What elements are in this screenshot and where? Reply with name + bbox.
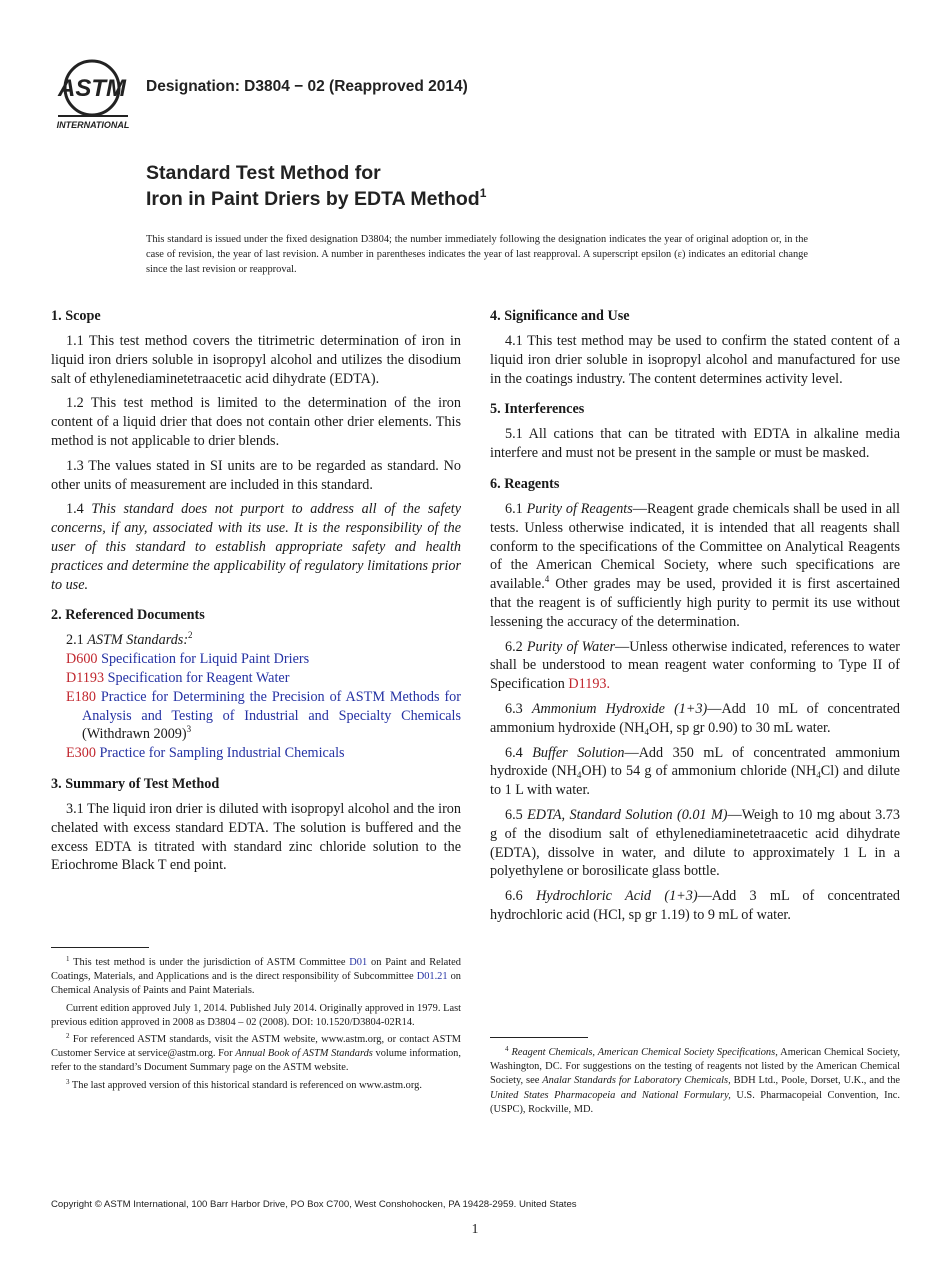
designation: Designation: D3804 − 02 (Reapproved 2014) <box>146 78 468 95</box>
para-6-4: 6.4 Buffer Solution—Add 350 mL of concentrated ammonium hydroxide $(NH_4OH)$ to 54 g of ammonium chloride $(NH_4Cl)$ and dilute to 1 L with water. <box>490 744 900 799</box>
ref-title-link[interactable]: Practice for Determining the Precision of ASTM Methods for Analysis and Testing of Industrial and Specialty Chemicals <box>82 688 462 724</box>
ref-e180[interactable] <box>51 688 461 744</box>
para-6-2: 6.2 Purity of Water—Unless otherwise indicated, references to water shall be understood to mean reagent water conforming to Type II of Specification D1193. <box>490 638 901 693</box>
para-6-6: 6.6 Hydrochloric Acid (1+3)—Add 3 mL of concentrated hydrochloric acid (HCl, sp gr 1.19) to 9 mL of water. <box>490 888 900 923</box>
para-1-1: 1.1 This test method covers the titrimetric determination of iron in liquid iron driers soluble in isopropyl alcohol and utilizes the disodium salt of ethylenediaminetetraacetic acid dihydrate (EDTA). <box>51 333 461 387</box>
footnote-divider <box>490 1037 588 1038</box>
svg-text:ASTM: ASTM <box>58 75 126 102</box>
section-6-heading: 6. Reagents <box>490 475 560 492</box>
footnote-3-mark[interactable]: 3 <box>186 724 192 735</box>
ref-title-link[interactable]: Practice for Sampling Industrial Chemicals <box>99 745 345 762</box>
ref-d600[interactable] <box>51 650 461 669</box>
ref-code-link[interactable]: D1193 <box>66 669 105 686</box>
footnote-1-edition: Current edition approved July 1, 2014. Published July 2014. Originally approved in 1979. Last previous edition approved in 2008 as D3804 – 02 (2008). DOI: 10.1520/D3804-02R14. <box>51 1002 461 1028</box>
right-column <box>490 307 900 931</box>
footnote-divider <box>51 947 149 948</box>
right-footnotes <box>490 1037 900 1120</box>
section-1-heading: 1. Scope <box>51 308 101 324</box>
section-2-heading: 2. Referenced Documents <box>51 607 205 624</box>
left-footnotes <box>51 947 461 1096</box>
footnote-4-mark[interactable]: 4 <box>544 574 550 585</box>
footnote-3: $^3$ The last approved version of this historical standard is referenced on www.astm.org. <box>66 1077 422 1091</box>
title-line-1: Standard Test Method for <box>146 162 381 184</box>
section-5-heading: 5. Interferences <box>490 401 585 418</box>
ref-d1193[interactable] <box>51 669 461 688</box>
committee-link[interactable]: D01 <box>349 957 368 968</box>
para-1-3: 1.3 The values stated in SI units are to be regarded as standard. No other units of measurement are included in this standard. <box>51 457 461 493</box>
ref-title-link[interactable]: Specification for Liquid Paint Driers <box>101 651 310 668</box>
section-3-heading: 3. Summary of Test Method <box>51 775 220 792</box>
para-2-1: 2.1 ASTM Standards:$^2$ <box>66 630 193 649</box>
para-6-5: 6.5 EDTA, Standard Solution (0.01 M)—Weigh to 10 mg about 3.73 g of the disodium salt of ethylenediaminetetraacetic acid dihydrate (EDTA), dissolve in water, and dilute to approximately 1 L in a polyethylene or borosilicate glass bottle. <box>490 806 900 880</box>
astm-logo-mark <box>52 58 134 130</box>
title-line-2: Iron in Paint Driers by EDTA Method$^1$ <box>146 186 487 210</box>
ref-title-link[interactable]: Specification for Reagent Water <box>107 669 290 686</box>
d1193-link[interactable]: D1193. <box>568 676 611 693</box>
para-5-1: 5.1 All cations that can be titrated with EDTA in alkaline media interfere and must not be present in the sample or must be masked. <box>490 426 900 462</box>
issuance-note: This standard is issued under the fixed designation D3804; the number immediately following the designation indicates the year of original adoption or, in the case of revision, the year of last revision. A number in parentheses indicates the year of last reapproval. A superscript epsilon (ε) indicates an editorial change since the last revision or reapproval. <box>146 234 808 275</box>
logo-text: INTERNATIONAL <box>56 120 130 130</box>
subcommittee-link[interactable]: D01.21 <box>416 971 448 983</box>
footnote-2-mark[interactable]: 2 <box>188 630 193 641</box>
para-1-4: 1.4 This standard does not purport to address all of the safety concerns, if any, associated with its use. It is the responsibility of the user of this standard to establish appropriate safety and health practices and determine the applicability of regulatory limitations prior to use. <box>51 501 461 593</box>
ref-code-link[interactable]: E180 <box>66 688 96 705</box>
footnote-4: $^4$ Reagent Chemicals, American Chemical Society Specifications, American Chemical Society, Washington, DC. For suggestions on the testing of reagents not listed by the American Chemical Society, see Analar Standards for Laboratory Chemicals, BDH Ltd., Poole, Dorset, U.K., and the United States Pharmacopeia and National Formulary, U.S. Pharmacopeial Convention, Inc. (USPC), Rockville, MD. <box>490 1045 900 1115</box>
ref-code-link[interactable]: E300 <box>66 745 96 762</box>
ref-note: (Withdrawn 2009) <box>82 726 187 743</box>
astm-logo <box>52 58 134 130</box>
title-footnote-mark[interactable]: 1 <box>479 186 487 200</box>
copyright-notice: Copyright © ASTM International, 100 Barr Harbor Drive, PO Box C700, West Conshohocken, PA 19428-2959. United States <box>51 1199 577 1210</box>
section-4-heading: 4. Significance and Use <box>490 308 630 324</box>
document-title <box>146 160 486 212</box>
para-3-1: 3.1 The liquid iron drier is diluted with isopropyl alcohol and the iron chelated with excess standard EDTA. The solution is buffered and the excess EDTA is titrated with standard zinc chloride solution to the Eriochrome Black T end point. <box>51 800 461 874</box>
para-4-1: 4.1 This test method may be used to confirm the stated content of a liquid iron drier soluble in isopropyl alcohol and manufactured for use in the coatings industry. The content determines activity level. <box>490 333 900 387</box>
para-6-3: 6.3 Ammonium Hydroxide (1+3)—Add 10 mL of concentrated ammonium hydroxide ($NH_4OH$, sp gr 0.90) to 30 mL water. <box>490 700 900 737</box>
ref-e300[interactable] <box>51 744 461 763</box>
footnote-1: $^1$ This test method is under the jurisdiction of ASTM Committee D01 on Paint and Related Coatings, Materials, and Applications and is the direct responsibility of Subcommittee D01.21 on Chemical Analysis of Paints and Paint Materials. <box>51 955 461 997</box>
page-number: 1 <box>471 1221 479 1236</box>
left-column <box>51 307 461 881</box>
para-1-2: 1.2 This test method is limited to the determination of the iron content of a liquid drier that does not contain other drier elements. This method is not applicable to drier blends. <box>51 395 461 449</box>
footnote-2: $^2$ For referenced ASTM standards, visit the ASTM website, www.astm.org, or contact ASTM Customer Service at service@astm.org. For Annual Book of ASTM Standards volume information, refer to the standard’s Document Summary page on the ASTM website. <box>51 1032 461 1074</box>
ref-code-link[interactable]: D600 <box>66 651 98 668</box>
para-6-1: 6.1 Purity of Reagents—Reagent grade chemicals shall be used in all tests. Unless otherwise indicated, it is intended that all reagents shall conform to the specifications of the Committee on Analytical Reagents of the American Chemical Society, where such specifications are available.$^4$ Other grades may be used, provided it is first ascertained that the reagent is of sufficiently high purity to permit its use without lessening the accuracy of the determination. <box>490 500 900 630</box>
